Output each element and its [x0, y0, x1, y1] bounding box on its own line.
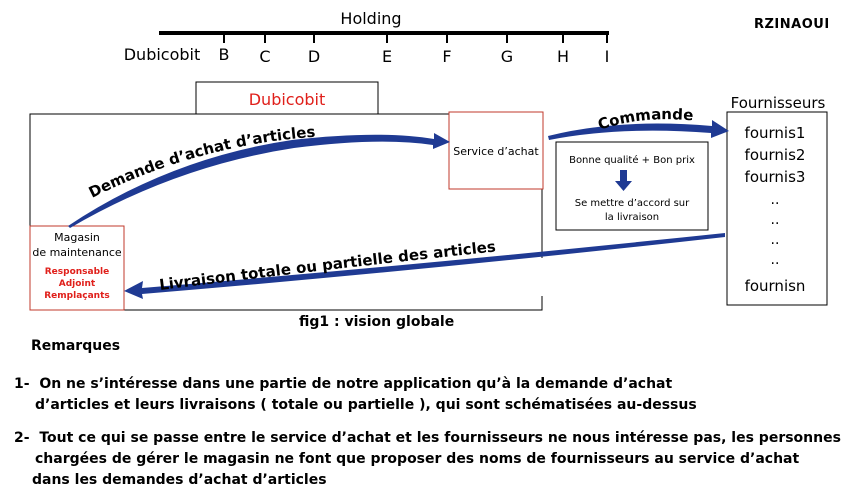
criteria-line1: Bonne qualité + Bon prix [569, 155, 695, 166]
fournisseur-item-2: fournis2 [744, 146, 806, 164]
fournisseur-item-dots: .. [770, 252, 780, 268]
remark-1-number: 1- [14, 376, 30, 392]
timeline-label-e: E [381, 47, 393, 66]
timeline-label-h: H [556, 47, 570, 66]
commande-label: Commande [595, 105, 695, 134]
remark-2-number: 2- [14, 430, 30, 446]
fournisseur-item-dots: .. [770, 192, 780, 208]
remark-1-line-2: d’articles et leurs livraisons ( totale ou partielle ), qui sont schématisées au-dessus [35, 397, 697, 413]
author-name: RZINAOUI [754, 17, 830, 32]
remark-1-text-1: On ne s’intéresse dans une partie de notre application qu’à la demande d’achat [39, 376, 673, 392]
timeline-label-c: C [259, 47, 271, 66]
timeline-title: Holding [340, 9, 402, 28]
magasin-title-line1: Magasin [54, 231, 100, 244]
criteria-line3: la livraison [604, 212, 660, 223]
fournisseur-item-n: fournisn [744, 277, 806, 295]
holding-timeline [124, 9, 610, 66]
magasin-role-remplacants: Remplaçants [44, 291, 110, 301]
remark-2-line-3: dans les demandes d’achat d’articles [32, 472, 327, 488]
remark-2 [14, 428, 841, 491]
figure-caption: fig1 : vision globale [299, 314, 455, 330]
remark-2-text-1: Tout ce qui se passe entre le service d’achat et les fournisseurs ne nous intéresse pas, les personnes [39, 430, 841, 446]
fournisseur-item-1: fournis1 [744, 124, 806, 142]
magasin-role-responsable: Responsable [44, 267, 110, 277]
fournisseur-item-3: fournis3 [744, 168, 806, 186]
remark-1-line-1 [14, 374, 697, 395]
fournisseur-item-dots: .. [770, 212, 780, 228]
magasin-title-line2: de maintenance [32, 246, 122, 259]
magasin-role-adjoint: Adjoint [58, 279, 96, 289]
timeline-label-b: B [218, 45, 230, 64]
timeline-label-f: F [442, 47, 452, 66]
remark-2-line-2: chargées de gérer le magasin ne font que proposer des noms de fournisseurs au service d’achat [35, 451, 800, 467]
livraison-label: Livraison totale ou partielle des articles [158, 237, 497, 294]
fournisseurs-title: Fournisseurs [730, 94, 826, 112]
livraison-arrow [124, 233, 725, 299]
dubicobit-title: Dubicobit [248, 90, 326, 109]
demande-label: Demande d’achat d’articles [85, 122, 316, 202]
timeline-label-i: I [604, 47, 610, 66]
remarks-title: Remarques [31, 338, 121, 354]
criteria-line2: Se mettre d’accord sur [574, 198, 690, 209]
timeline-label-dubicobit: Dubicobit [123, 45, 201, 64]
remark-2-line-1 [14, 428, 841, 449]
service-achat-label: Service d’achat [453, 145, 539, 158]
timeline-label-g: G [500, 47, 514, 66]
remark-1 [14, 374, 697, 416]
timeline-label-d: D [307, 47, 321, 66]
fournisseur-item-dots: .. [770, 232, 780, 248]
